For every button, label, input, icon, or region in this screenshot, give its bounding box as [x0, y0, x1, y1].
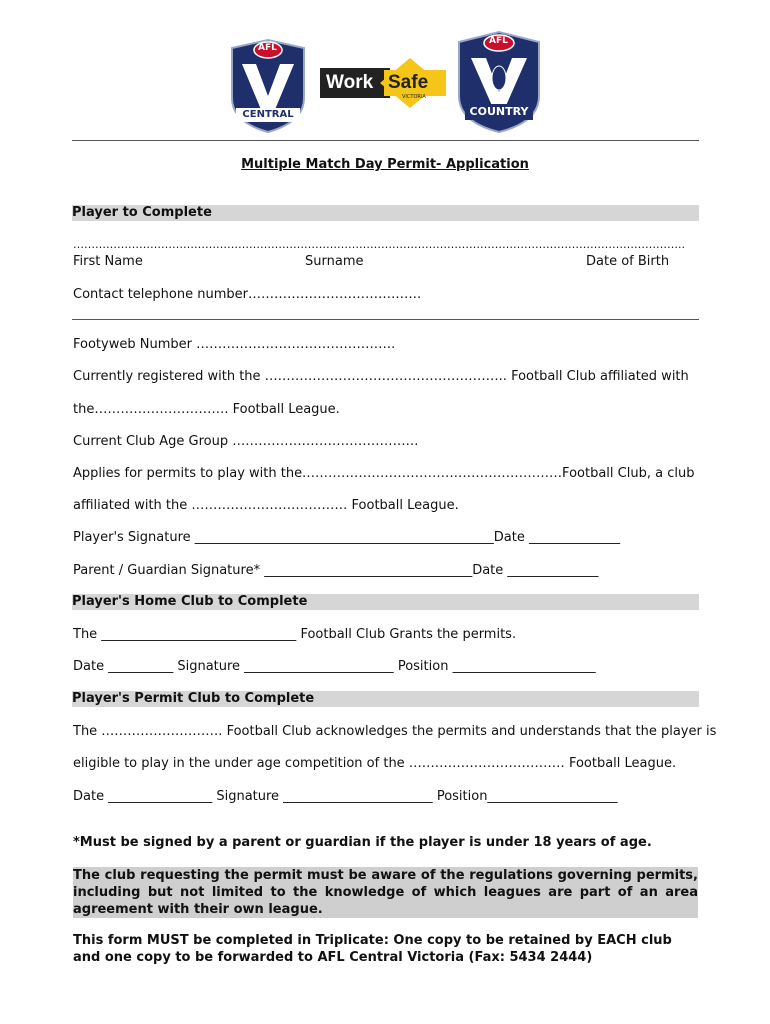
permit-club-ack-field[interactable]: The ………………………. Football Club acknowledges the permits and understands that the player is [73, 724, 717, 739]
date-of-birth-label: Date of Birth [586, 254, 670, 269]
home-club-sign-row[interactable]: Date __________ Signature _______________________ Position ______________________ [73, 659, 596, 674]
player-signature-field[interactable]: Player's Signature ______________________________________________Date ______________ [73, 530, 620, 545]
permit-club-eligible-field[interactable]: eligible to play in the under age competition of the ……………………………… Football League. [73, 756, 677, 771]
parent-signature-note: *Must be signed by a parent or guardian if the player is under 18 years of age. [73, 835, 652, 850]
afl-central-badge-text: AFL [258, 43, 277, 53]
afl-central-label: CENTRAL [242, 109, 294, 120]
header-divider [72, 140, 699, 141]
registered-league-field[interactable]: the…………………………. Football League. [73, 402, 340, 417]
section-heading-player: Player to Complete [72, 205, 699, 221]
regulations-note: The club requesting the permit must be aware of the regulations governing permits, including but not limited to the knowledge of which leagues are part of an area agreement with their own league. [73, 868, 698, 917]
permit-league-field[interactable]: affiliated with the ……………………………… Football League. [73, 498, 459, 513]
contact-phone-field[interactable]: Contact telephone number…………………………………. [73, 287, 422, 302]
form-title: Multiple Match Day Permit- Application [241, 157, 529, 172]
current-age-group-field[interactable]: Current Club Age Group ……………………………………. [73, 434, 419, 449]
afl-central-logo [228, 38, 308, 134]
section-heading-permit-club: Player's Permit Club to Complete [72, 691, 699, 707]
permit-club-field[interactable]: Applies for permits to play with the……………………………………………………Football Club, a club [73, 466, 695, 481]
footyweb-number-field[interactable]: Footyweb Number ………………………………………. [73, 337, 396, 352]
name-dob-dotted-line[interactable]: ………………………………………………………………………………………………………………………………………………….. [73, 238, 685, 251]
triplicate-note: This form MUST be completed in Triplicate: One copy to be retained by EACH club and one copy to be forwarded to AFL Central Victoria (Fax: 5434 2444) [73, 933, 672, 965]
permit-club-sign-row[interactable]: Date ________________ Signature _______________________ Position____________________ [73, 789, 618, 804]
registered-club-field[interactable]: Currently registered with the ……………………………………………….. Football Club affiliated with [73, 369, 689, 384]
first-name-label: First Name [73, 254, 143, 269]
afl-country-badge-text: AFL [489, 36, 508, 46]
afl-country-label: COUNTRY [469, 105, 529, 118]
parent-signature-field[interactable]: Parent / Guardian Signature* ________________________________Date ______________ [73, 563, 599, 578]
afl-country-logo [455, 30, 543, 134]
home-club-grants-field[interactable]: The ______________________________ Football Club Grants the permits. [73, 627, 517, 642]
worksafe-sub: VICTORIA [402, 94, 426, 100]
worksafe-logo [318, 58, 450, 108]
worksafe-word2: Safe [388, 72, 429, 93]
section-heading-home-club: Player's Home Club to Complete [72, 594, 699, 610]
worksafe-word1: Work [326, 72, 374, 93]
surname-label: Surname [305, 254, 364, 269]
section-divider [72, 319, 699, 320]
